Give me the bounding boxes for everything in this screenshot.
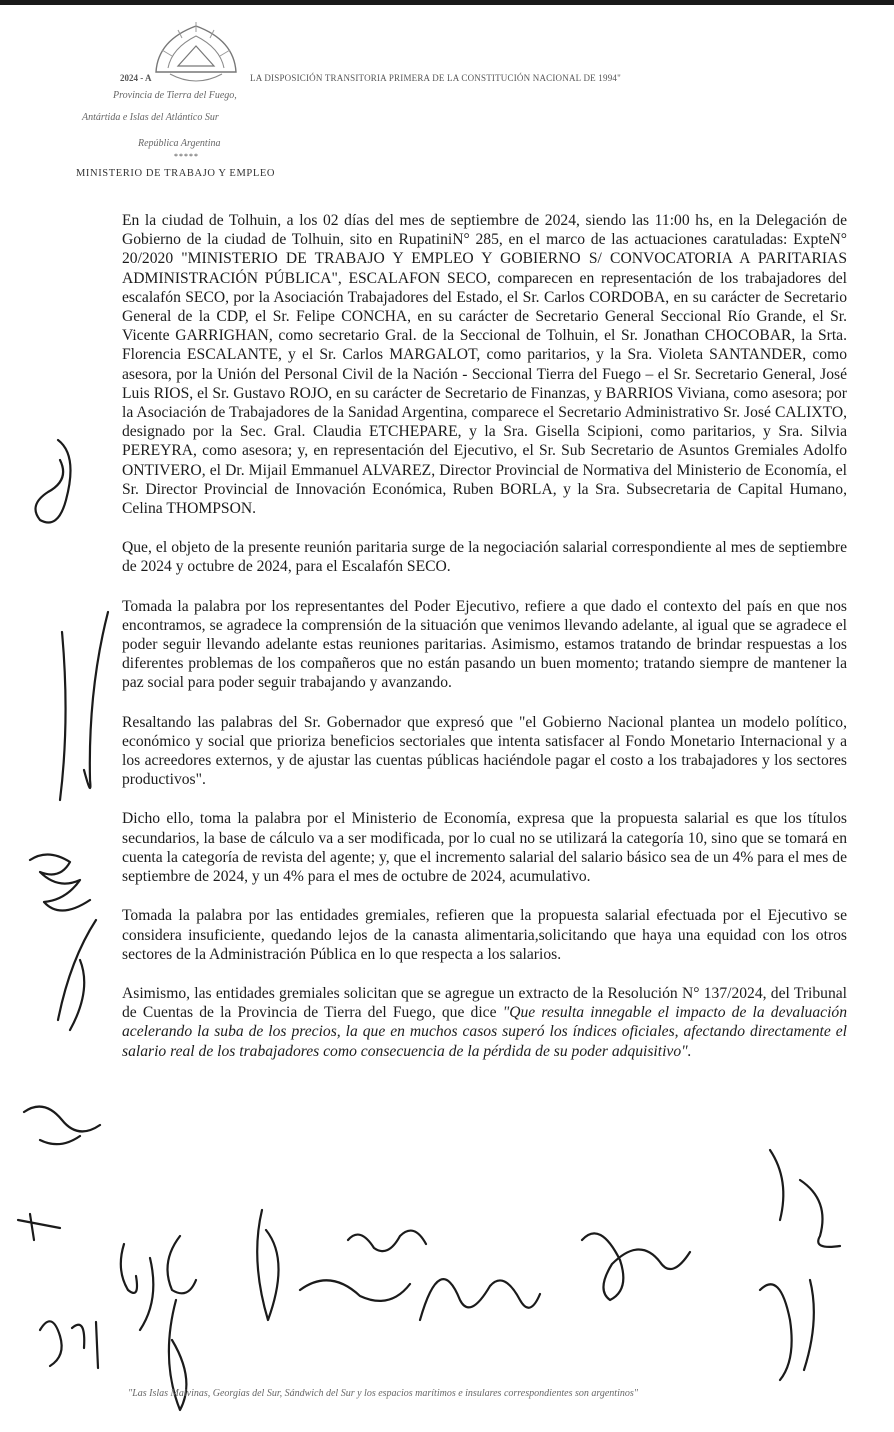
provincial-seal-icon: [148, 20, 244, 90]
paragraph-object: Que, el objeto de la presente reunión paritaria surge de la negociación salarial correspondiente al mes de septiembre de 2024 y octubre de 2024, para el Escalafón SECO.: [122, 539, 847, 576]
resolution-quote: "Que resulta innegable el impacto de la devaluación acelerando la suba de los precios, la que en muchos casos superó los índices oficiales, afectando directamente el salario real de los trabajadores como consecuencia de la pérdida de su poder adquisitivo".: [122, 1004, 847, 1060]
document-body: [122, 211, 847, 1081]
paragraph-unions-response: Tomada la palabra por las entidades gremiales, refieren que la propuesta salarial efectuada por el Ejecutivo se considera insuficiente, quedando lejos de la canasta alimentaria,solicitando que haya una equidad con los otros sectores de la Administración Pública en lo que respecta a los salarios.: [122, 907, 847, 963]
paragraph-resolution-extract: [122, 984, 847, 1061]
resolution-text: Asimismo, las entidades gremiales solicitan que se agregue un extracto de la Resolución N° 137/2024, del Tribunal de Cuentas de la Provincia de Tierra del Fuego, que dice: [122, 984, 847, 1022]
paragraph-governor: Resaltando las palabras del Sr. Gobernador que expresó que "el Gobierno Nacional plantea un modelo político, económico y social que prioriza beneficios sectoriales que intenta satisfacer al Fondo Monetario Internacional y a los acreedores externos, y de ajustar las cuentas públicas haciéndole pagar el costo a los trabajadores y los sectores productivos".: [122, 713, 847, 789]
header-province-line2: Antártida e Islas del Atlántico Sur: [82, 112, 219, 123]
header-ministry: MINISTERIO DE TRABAJO Y EMPLEO: [76, 168, 276, 179]
paragraph-economy-proposal: Dicho ello, toma la palabra por el Ministerio de Economía, expresa que la propuesta salarial es que los títulos secundarios, la base de cálculo va a ser modificada, por lo cual no se utilizará la categoría 10, sino que se tomará en cuenta la categoría de revista del agente; y, que el incremento salarial del salario básico sea de un 4% para el mes de septiembre de 2024, y un 4% para el mes de octubre de 2024, acumulativo.: [122, 810, 847, 886]
header-year: 2024 - A: [120, 73, 152, 83]
header-motto: LA DISPOSICIÓN TRANSITORIA PRIMERA DE LA CONSTITUCIÓN NACIONAL DE 1994": [250, 73, 621, 83]
paragraph-executive: Tomada la palabra por los representantes del Poder Ejecutivo, refiere a que dado el contexto del país en que nos encontramos, se agradece la comprensión de la situación que venimos llevando adelante, al igual que se agradece el poder seguir llevando adelante estas reuniones paritarias. Asimismo, estamos tratando de brindar respuestas a los diferentes problemas de los compañeros que no están pasando un buen momento; tratando siempre de mantener la paz social para poder seguir trabajando y avanzando.: [122, 597, 847, 692]
footer-malvinas-note: "Las Islas Malvinas, Georgias del Sur, Sándwich del Sur y los espacios marítimos e insulares correspondientes son argentinos": [128, 1388, 638, 1399]
paragraph-appearance: En la ciudad de Tolhuin, a los 02 días del mes de septiembre de 2024, siendo las 11:00 hs, en la Delegación de Gobierno de la ciudad de Tolhuin, sito en RupatiniN° 285, en el marco de las actuaciones caratuladas: ExpteN° 20/2020 "MINISTERIO DE TRABAJO Y EMPLEO Y GOBIERNO S/ CONVOCATORIA A PARITARIAS ADMINISTRACIÓN PÚBLICA", ESCALAFON SECO, comparecen en representación de los trabajadores del escalafón SECO, por la Asociación Trabajadores del Estado, el Sr. Carlos CORDOBA, en su carácter de Secretario General de la CDP, el Sr. Felipe CONCHA, en su carácter de Secretario General Seccional Río Grande, el Sr. Vicente GARRIGHAN, como secretario Gral. de la Seccional de Tolhuin, el Sr. Jonathan CHOCOBAR, la Srta. Florencia ESCALANTE, y el Sr. Carlos MARGALOT, como paritarios, y la Sra. Violeta SANTANDER, como asesora, por la Unión del Personal Civil de la Nación - Seccional Tierra del Fuego – el Sr. Secretario General, José Luis RIOS, el Sr. Gustavo ROJO, en su carácter de Secretario de Finanzas, y BARRIOS Viviana, como asesora; por la Asociación de Trabajadores de la Sanidad Argentina, comparece el Secretario Administrativo Sr. José CALIXTO, designado por la Sec. Gral. Claudia ETCHEPARE, y la Sra. Gisella Scipioni, como paritarios, y Sra. Silvia PEREYRA, como asesora; y, en representación del Ejecutivo, el Sr. Sub Secretario de Asuntos Gremiales Adolfo ONTIVERO, el Dr. Mijail Emmanuel ALVAREZ, Director Provincial de Normativa del Ministerio de Economía, el Sr. Director Provincial de Innovación Económica, Ruben BORLA, y la Sra. Subsecretaria de Capital Humano, Celina THOMPSON.: [122, 212, 847, 518]
header-stars: *****: [174, 152, 199, 161]
top-edge-bar: [0, 0, 894, 5]
header-province-line1: Provincia de Tierra del Fuego,: [113, 90, 237, 101]
header-country: República Argentina: [138, 138, 221, 149]
